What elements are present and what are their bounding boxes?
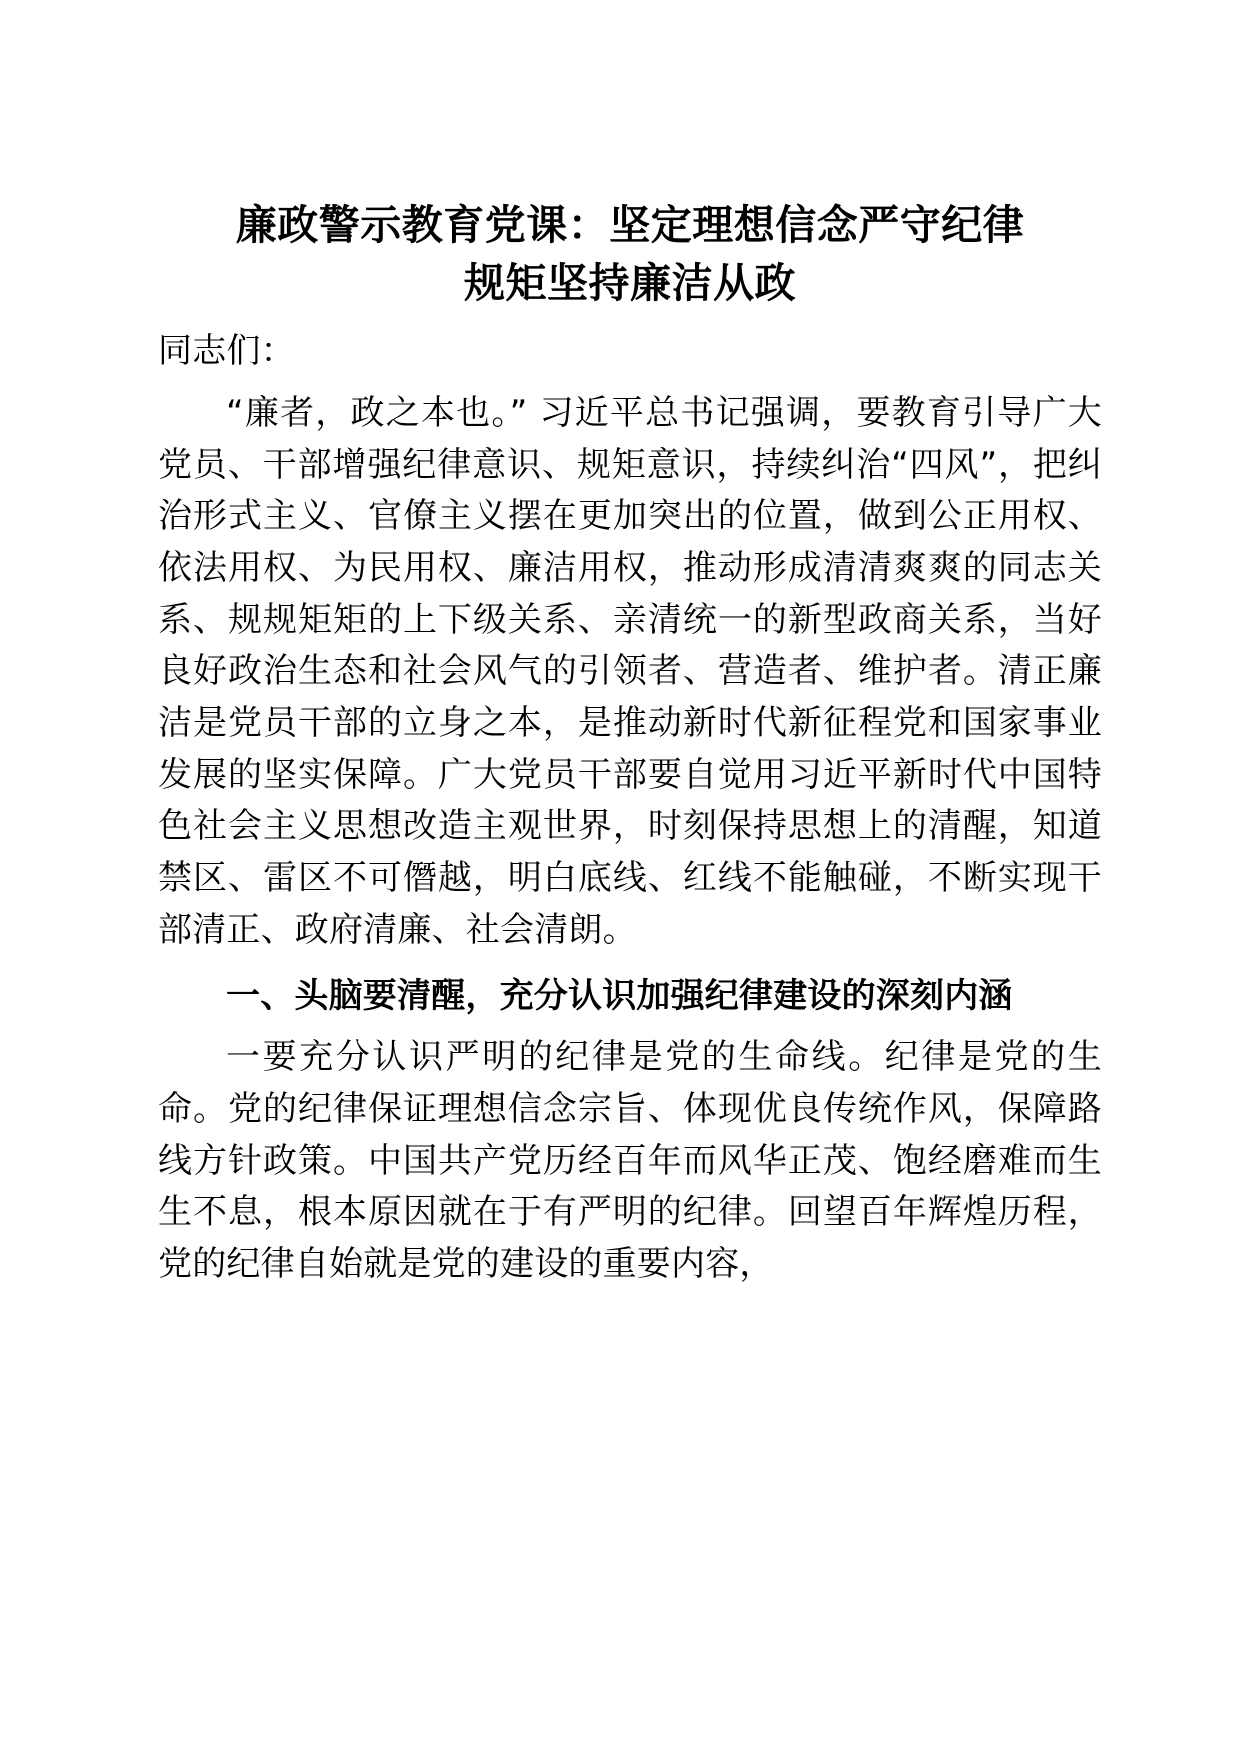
body-paragraph-2: 一要充分认识严明的纪律是党的生命线。纪律是党的生命。党的纪律保证理想信念宗旨、体现优良传统作风，保障路线方针政策。中国共产党历经百年而风华正茂、饱经磨难而生生不息，根本原因就在于有严明的纪律。回望百年辉煌历程，党的纪律自始就是党的建设的重要内容， bbox=[158, 1037, 1102, 1284]
salutation: 同志们： bbox=[158, 331, 295, 372]
body-paragraph-1: “廉者，政之本也。” 习近平总书记强调，要教育引导广大党员、干部增强纪律意识、规矩意识，持续纠治“四风”，把纠治形式主义、官僚主义摆在更加突出的位置，做到公正用权、依法用权、为民用权、廉洁用权，推动形成清清爽爽的同志关系、规规矩矩的上下级关系、亲清统一的新型政商关系，当好良好政治生态和社会风气的引领者、营造者、维护者。清正廉洁是党员干部的立身之本，是推动新时代新征程党和国家事业发展的坚实保障。广大党员干部要自觉用习近平新时代中国特色社会主义思想改造主观世界，时刻保持思想上的清醒，知道禁区、雷区不可僭越，明白底线、红线不能触碰，不断实现干部清正、政府清廉、社会清朗。 bbox=[158, 393, 1102, 950]
page-title-line-2: 规矩坚持廉洁从政 bbox=[464, 259, 796, 308]
document-content bbox=[158, 196, 1102, 1291]
page-title bbox=[158, 196, 1102, 312]
section-heading-1: 一、头脑要清醒，充分认识加强纪律建设的深刻内涵 bbox=[226, 975, 1013, 1016]
page-title-line-1: 廉政警示教育党课：坚定理想信念严守纪律 bbox=[235, 201, 1025, 249]
